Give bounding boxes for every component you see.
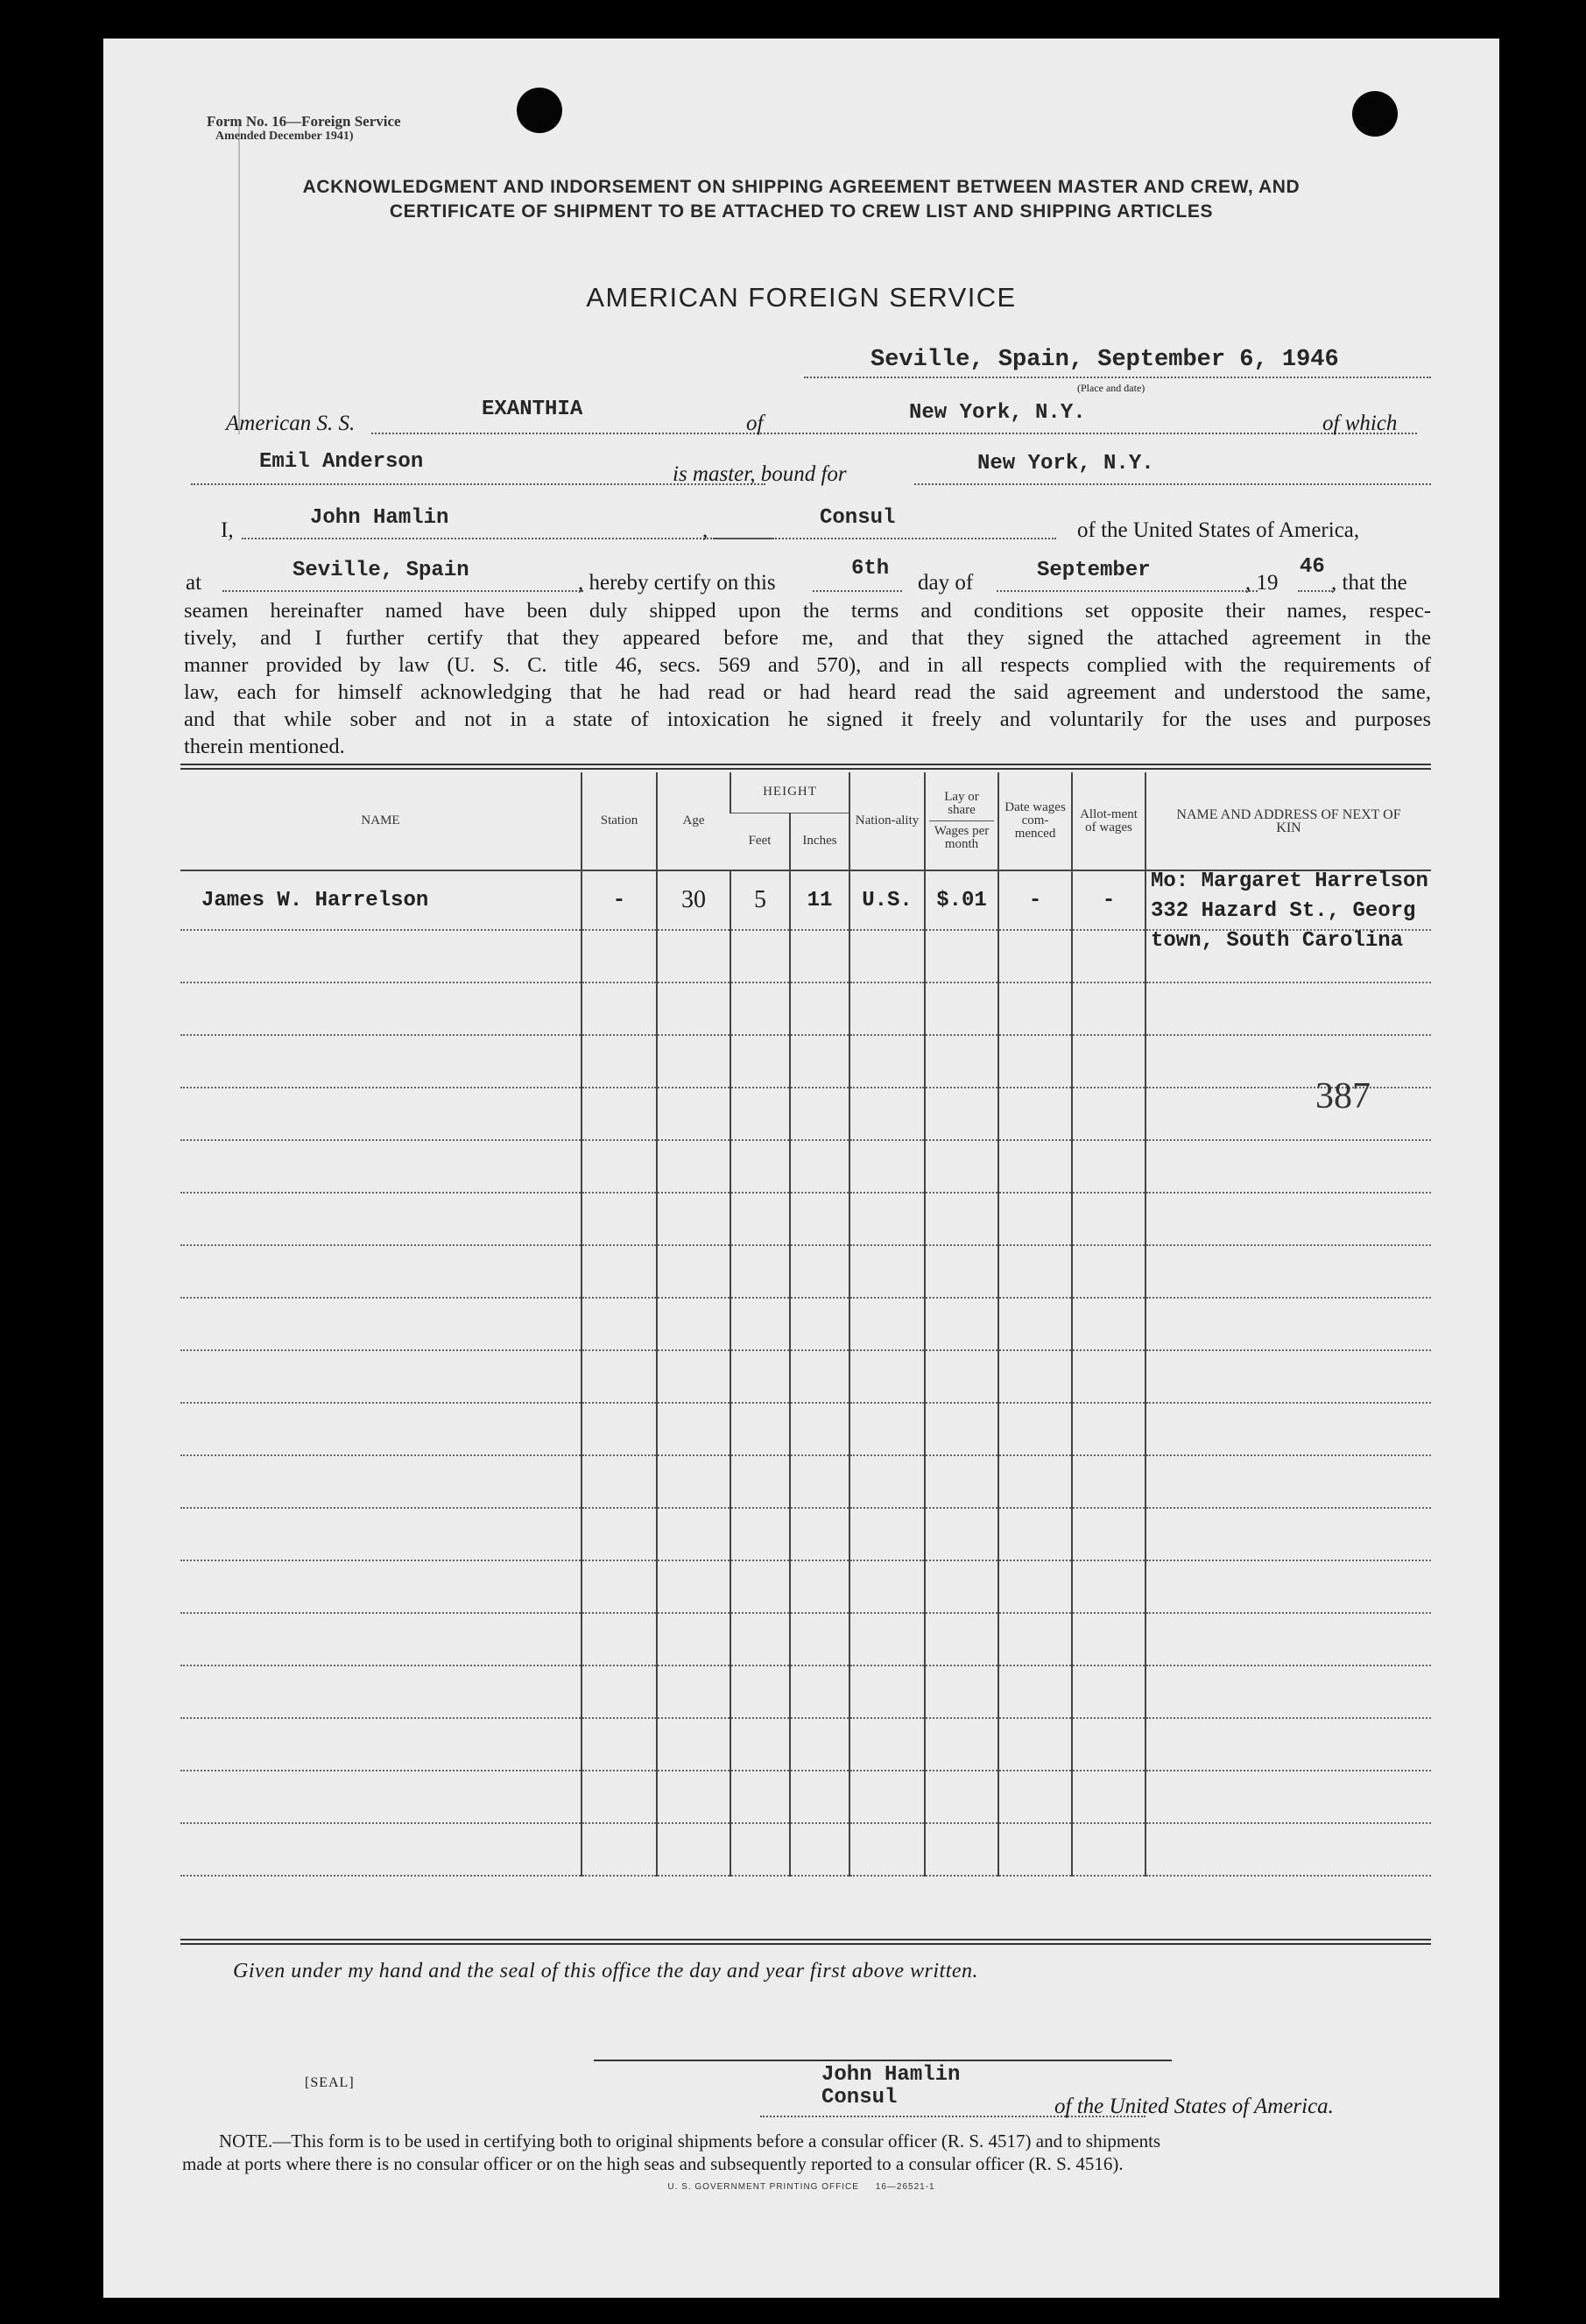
empty-table-row (180, 1298, 1431, 1350)
empty-cell (998, 1771, 1072, 1823)
empty-cell (582, 1823, 657, 1876)
empty-cell (657, 1245, 730, 1298)
empty-cell (180, 1403, 582, 1455)
empty-cell (998, 982, 1072, 1035)
col-station: Station (582, 772, 657, 870)
col-lay-or-share: Lay or share Wages per month (925, 772, 998, 870)
next-of-kin-value: Mo: Margaret Harrelson 332 Hazard St., Georg town, South Carolina (1151, 870, 1428, 953)
empty-cell (790, 1298, 849, 1350)
empty-cell (998, 1560, 1072, 1613)
empty-cell (1145, 1718, 1431, 1771)
seal-label: [SEAL] (305, 2075, 355, 2090)
empty-cell (582, 1350, 657, 1403)
officer-title: Consul (820, 506, 896, 530)
empty-cell (925, 1088, 998, 1140)
empty-cell (180, 1193, 582, 1245)
vessel-name: EXANTHIA (482, 398, 583, 421)
cell-name: James W. Harrelson (180, 870, 582, 930)
empty-cell (790, 1403, 849, 1455)
empty-cell (1145, 1560, 1431, 1613)
empty-cell (790, 1771, 849, 1823)
cell-station: - (582, 870, 657, 930)
empty-cell (1072, 1403, 1145, 1455)
empty-cell (790, 1245, 849, 1298)
empty-cell (925, 1718, 998, 1771)
col-name: NAME (361, 813, 400, 827)
empty-cell (998, 930, 1072, 982)
empty-cell (1072, 1035, 1145, 1088)
empty-cell (849, 1245, 925, 1298)
empty-cell (180, 1455, 582, 1508)
empty-cell (657, 1560, 730, 1613)
empty-cell (925, 1613, 998, 1666)
empty-cell (730, 1560, 790, 1613)
empty-cell (1072, 1508, 1145, 1560)
empty-cell (849, 982, 925, 1035)
place-date-value: Seville, Spain, September 6, 1946 (871, 347, 1339, 373)
empty-cell (582, 1560, 657, 1613)
empty-cell (1145, 1140, 1431, 1193)
empty-table-row (180, 1560, 1431, 1613)
empty-cell (180, 1560, 582, 1613)
empty-cell (180, 1613, 582, 1666)
empty-cell (657, 1718, 730, 1771)
empty-cell (1145, 1193, 1431, 1245)
table-bottom-rule (180, 1939, 1431, 1945)
empty-cell (849, 1035, 925, 1088)
empty-cell (582, 1140, 657, 1193)
empty-cell (790, 1088, 849, 1140)
body-line: seamen hereinafter named have been duly shipped upon the terms and conditions set opposite their names, respec- (184, 599, 1431, 623)
empty-cell (657, 1035, 730, 1088)
empty-cell (790, 1193, 849, 1245)
master-name: Emil Anderson (259, 450, 424, 474)
empty-cell (1145, 1035, 1431, 1088)
col-date-wages: Date wages com-menced (998, 772, 1072, 870)
month-value: September (1037, 559, 1151, 582)
empty-cell (730, 1613, 790, 1666)
empty-cell (657, 1350, 730, 1403)
day-value: 6th (851, 557, 890, 581)
officer-name: John Hamlin (310, 506, 449, 530)
empty-cell (657, 982, 730, 1035)
empty-cell (925, 1823, 998, 1876)
empty-cell (730, 1508, 790, 1560)
empty-cell (925, 1771, 998, 1823)
empty-cell (1072, 1613, 1145, 1666)
cell-feet: 5 (730, 870, 790, 930)
body-line: manner provided by law (U. S. C. title 46, secs. 569 and 570), and in all respects complied with the requirements of (184, 653, 1431, 677)
empty-cell (849, 1771, 925, 1823)
empty-cell (1072, 1455, 1145, 1508)
body-line: therein mentioned. (184, 735, 345, 758)
empty-table-row (180, 1140, 1431, 1193)
empty-cell (849, 1455, 925, 1508)
empty-cell (1145, 982, 1431, 1035)
empty-cell (582, 1245, 657, 1298)
empty-cell (1072, 1088, 1145, 1140)
empty-cell (1145, 1771, 1431, 1823)
empty-cell (925, 982, 998, 1035)
officer-line (242, 538, 774, 539)
empty-table-row (180, 1088, 1431, 1140)
empty-cell (790, 1350, 849, 1403)
empty-cell (1072, 1140, 1145, 1193)
empty-cell (1072, 1771, 1145, 1823)
comma: , (702, 518, 708, 542)
empty-cell (1145, 1455, 1431, 1508)
empty-cell (582, 982, 657, 1035)
of-which-label: of which (1322, 412, 1398, 435)
empty-cell (1072, 1245, 1145, 1298)
empty-cell (730, 1193, 790, 1245)
cell-age: 30 (657, 870, 730, 930)
empty-cell (180, 1350, 582, 1403)
empty-cell (1072, 1666, 1145, 1718)
empty-cell (730, 1771, 790, 1823)
margin-line (238, 119, 240, 434)
empty-cell (790, 1560, 849, 1613)
given-statement: Given under my hand and the seal of this office the day and year first above written. (233, 1960, 979, 1982)
empty-cell (657, 1298, 730, 1350)
port-line (778, 433, 1417, 434)
empty-cell (925, 1298, 998, 1350)
empty-cell (849, 1088, 925, 1140)
year-prefix-label: , 19 (1245, 571, 1279, 595)
empty-cell (925, 1035, 998, 1088)
empty-cell (657, 1823, 730, 1876)
empty-cell (730, 1088, 790, 1140)
col-feet: Feet (748, 834, 772, 849)
empty-table-row (180, 1350, 1431, 1403)
col-age: Age (657, 772, 730, 870)
empty-cell (657, 1088, 730, 1140)
empty-cell (925, 1455, 998, 1508)
empty-cell (1072, 982, 1145, 1035)
empty-cell (1145, 1350, 1431, 1403)
empty-cell (730, 1666, 790, 1718)
at-value: Seville, Spain (293, 559, 469, 582)
empty-cell (1145, 1298, 1431, 1350)
empty-cell (790, 1035, 849, 1088)
empty-cell (180, 1298, 582, 1350)
empty-cell (849, 1613, 925, 1666)
punch-hole (517, 88, 562, 133)
empty-cell (790, 930, 849, 982)
crew-rows (180, 870, 1431, 1876)
col-next-of-kin: NAME AND ADDRESS OF NEXT OF KIN (1145, 772, 1431, 870)
empty-cell (730, 1140, 790, 1193)
empty-cell (1072, 1350, 1145, 1403)
empty-table-row (180, 1403, 1431, 1455)
form-header: ACKNOWLEDGMENT AND INDORSEMENT ON SHIPPING AGREEMENT BETWEEN MASTER AND CREW, AND CERTIFICATE OF SHIPMENT TO BE ATTACHED TO CREW LIST AND SHIPPING ARTICLES (302, 177, 1301, 222)
empty-cell (925, 1666, 998, 1718)
empty-cell (1072, 1193, 1145, 1245)
american-ss-label: American S. S. (226, 412, 356, 435)
empty-cell (180, 1771, 582, 1823)
empty-cell (657, 1403, 730, 1455)
empty-cell (657, 1771, 730, 1823)
empty-cell (582, 930, 657, 982)
empty-cell (657, 1193, 730, 1245)
empty-cell (582, 1035, 657, 1088)
empty-cell (1145, 1823, 1431, 1876)
empty-cell (657, 1666, 730, 1718)
empty-cell (849, 1718, 925, 1771)
body-line: law, each for himself acknowledging that he had read or had heard read the said agreement and understood the same, (184, 680, 1431, 704)
empty-cell (925, 1245, 998, 1298)
empty-cell (730, 1455, 790, 1508)
empty-cell (849, 1666, 925, 1718)
empty-table-row (180, 982, 1431, 1035)
empty-cell (582, 1771, 657, 1823)
col-inches: Inches (790, 813, 849, 870)
empty-cell (1072, 1823, 1145, 1876)
empty-cell (180, 1245, 582, 1298)
empty-cell (998, 1088, 1072, 1140)
empty-table-row (180, 1718, 1431, 1771)
empty-cell (582, 1508, 657, 1560)
empty-cell (180, 1666, 582, 1718)
empty-table-row (180, 1035, 1431, 1088)
empty-cell (657, 1140, 730, 1193)
empty-cell (998, 1035, 1072, 1088)
empty-cell (730, 1823, 790, 1876)
empty-table-row (180, 1508, 1431, 1560)
signature-name: John Hamlin (821, 2063, 961, 2087)
empty-cell (582, 1298, 657, 1350)
port-value: New York, N.Y. (909, 401, 1086, 425)
empty-cell (998, 1140, 1072, 1193)
bound-for-line (914, 483, 1431, 485)
empty-cell (1072, 1560, 1145, 1613)
of-label: of (746, 412, 764, 435)
empty-cell (998, 1613, 1072, 1666)
empty-cell (657, 1455, 730, 1508)
cell-nationality: U.S. (849, 870, 925, 930)
empty-table-row (180, 1193, 1431, 1245)
empty-cell (849, 1823, 925, 1876)
empty-cell (1072, 1718, 1145, 1771)
hereby-label: , hereby certify on this (578, 571, 776, 595)
empty-cell (849, 1193, 925, 1245)
empty-cell (180, 1718, 582, 1771)
empty-cell (790, 982, 849, 1035)
empty-table-row (180, 1666, 1431, 1718)
empty-cell (849, 1350, 925, 1403)
empty-cell (925, 1403, 998, 1455)
empty-cell (180, 930, 582, 982)
body-line: tively, and I further certify that they appeared before me, and that they signed the attached agreement in the (184, 626, 1431, 650)
year-line (1298, 590, 1333, 592)
cell-wages: $.01 (925, 870, 998, 930)
empty-cell (790, 1718, 849, 1771)
that-the-label: , that the (1331, 571, 1407, 595)
empty-cell (790, 1823, 849, 1876)
empty-cell (730, 1298, 790, 1350)
empty-table-row (180, 1823, 1431, 1876)
empty-cell (790, 1140, 849, 1193)
cell-allotment: - (1072, 870, 1145, 930)
is-master-label: is master, bound for (673, 462, 847, 486)
empty-cell (657, 930, 730, 982)
place-date-line (804, 377, 1431, 378)
empty-cell (730, 982, 790, 1035)
empty-cell (582, 1193, 657, 1245)
empty-cell (998, 1455, 1072, 1508)
empty-cell (582, 1613, 657, 1666)
i-label: I, (221, 518, 234, 542)
empty-cell (998, 1350, 1072, 1403)
year-value: 46 (1300, 555, 1325, 579)
empty-table-row (180, 1245, 1431, 1298)
empty-cell (998, 1508, 1072, 1560)
empty-cell (582, 1403, 657, 1455)
empty-cell (925, 1193, 998, 1245)
cell-date-wages: - (998, 870, 1072, 930)
empty-cell (730, 930, 790, 982)
empty-cell (730, 1035, 790, 1088)
empty-table-row (180, 1771, 1431, 1823)
empty-cell (1145, 1613, 1431, 1666)
empty-cell (730, 1718, 790, 1771)
day-line (813, 590, 902, 592)
empty-cell (180, 1508, 582, 1560)
empty-cell (1072, 930, 1145, 982)
empty-cell (998, 1245, 1072, 1298)
empty-cell (1145, 1245, 1431, 1298)
empty-cell (730, 1403, 790, 1455)
empty-cell (582, 1455, 657, 1508)
cell-inches: 11 (790, 870, 849, 930)
empty-cell (998, 1193, 1072, 1245)
at-line (222, 590, 583, 592)
empty-cell (925, 1140, 998, 1193)
table-top-rule (180, 764, 1431, 770)
empty-cell (849, 1508, 925, 1560)
printing-office: U. S. GOVERNMENT PRINTING OFFICE 16—26521-1 (667, 2182, 935, 2192)
body-line: and that while sober and not in a state of intoxication he signed it freely and voluntarily for the uses and purposes (184, 708, 1431, 731)
place-date-label: (Place and date) (1077, 382, 1145, 394)
empty-cell (998, 1666, 1072, 1718)
empty-cell (180, 1140, 582, 1193)
empty-cell (790, 1455, 849, 1508)
empty-cell (925, 930, 998, 982)
col-allotment: Allot-ment of wages (1072, 772, 1145, 870)
empty-cell (790, 1666, 849, 1718)
at-label: at (186, 571, 202, 595)
col-height: HEIGHT (730, 772, 849, 813)
empty-cell (998, 1298, 1072, 1350)
empty-cell (582, 1718, 657, 1771)
empty-cell (925, 1560, 998, 1613)
empty-cell (180, 1823, 582, 1876)
note: NOTE.—This form is to be used in certifying both to original shipments before a consular officer (R. S. 4517) and to shipments made at ports where there is no consular officer or on the high seas and subsequently reported to a consular officer (R. S. 4516). (182, 2130, 1161, 2174)
page-title: AMERICAN FOREIGN SERVICE (586, 282, 1017, 313)
empty-table-row (180, 1455, 1431, 1508)
empty-cell (730, 1245, 790, 1298)
empty-cell (1145, 1508, 1431, 1560)
empty-cell (849, 930, 925, 982)
empty-cell (849, 1403, 925, 1455)
signature-title: Consul (821, 2086, 898, 2109)
empty-cell (657, 1508, 730, 1560)
empty-cell (730, 1350, 790, 1403)
col-nationality: Nation-ality (849, 772, 925, 870)
signature-line (594, 2060, 1172, 2061)
empty-cell (1145, 1403, 1431, 1455)
empty-cell (582, 1088, 657, 1140)
empty-cell (180, 1035, 582, 1088)
empty-cell (180, 1088, 582, 1140)
bound-for-value: New York, N.Y. (977, 452, 1154, 475)
form-page (103, 39, 1499, 2298)
empty-cell (790, 1508, 849, 1560)
empty-cell (1072, 1298, 1145, 1350)
empty-cell (998, 1718, 1072, 1771)
empty-cell (925, 1508, 998, 1560)
empty-cell (998, 1823, 1072, 1876)
form-number: Form No. 16—Foreign Service Amended December 1941) (207, 113, 401, 143)
empty-cell (849, 1140, 925, 1193)
empty-cell (849, 1298, 925, 1350)
empty-cell (1145, 1088, 1431, 1140)
punch-hole (1352, 91, 1398, 137)
empty-cell (180, 982, 582, 1035)
signature-of-usa: of the United States of America. (1054, 2095, 1334, 2118)
empty-cell (849, 1560, 925, 1613)
stamp-number: 387 (1315, 1076, 1371, 1116)
empty-cell (582, 1666, 657, 1718)
month-line (997, 590, 1258, 592)
vessel-line (371, 433, 839, 434)
empty-cell (1145, 1666, 1431, 1718)
day-of-label: day of (918, 571, 974, 595)
certification-text (184, 597, 1431, 760)
empty-cell (790, 1613, 849, 1666)
empty-table-row (180, 1613, 1431, 1666)
empty-cell (998, 1403, 1072, 1455)
empty-cell (657, 1613, 730, 1666)
of-usa-label: of the United States of America, (1077, 518, 1360, 542)
empty-cell (925, 1350, 998, 1403)
title-line (713, 538, 1056, 539)
